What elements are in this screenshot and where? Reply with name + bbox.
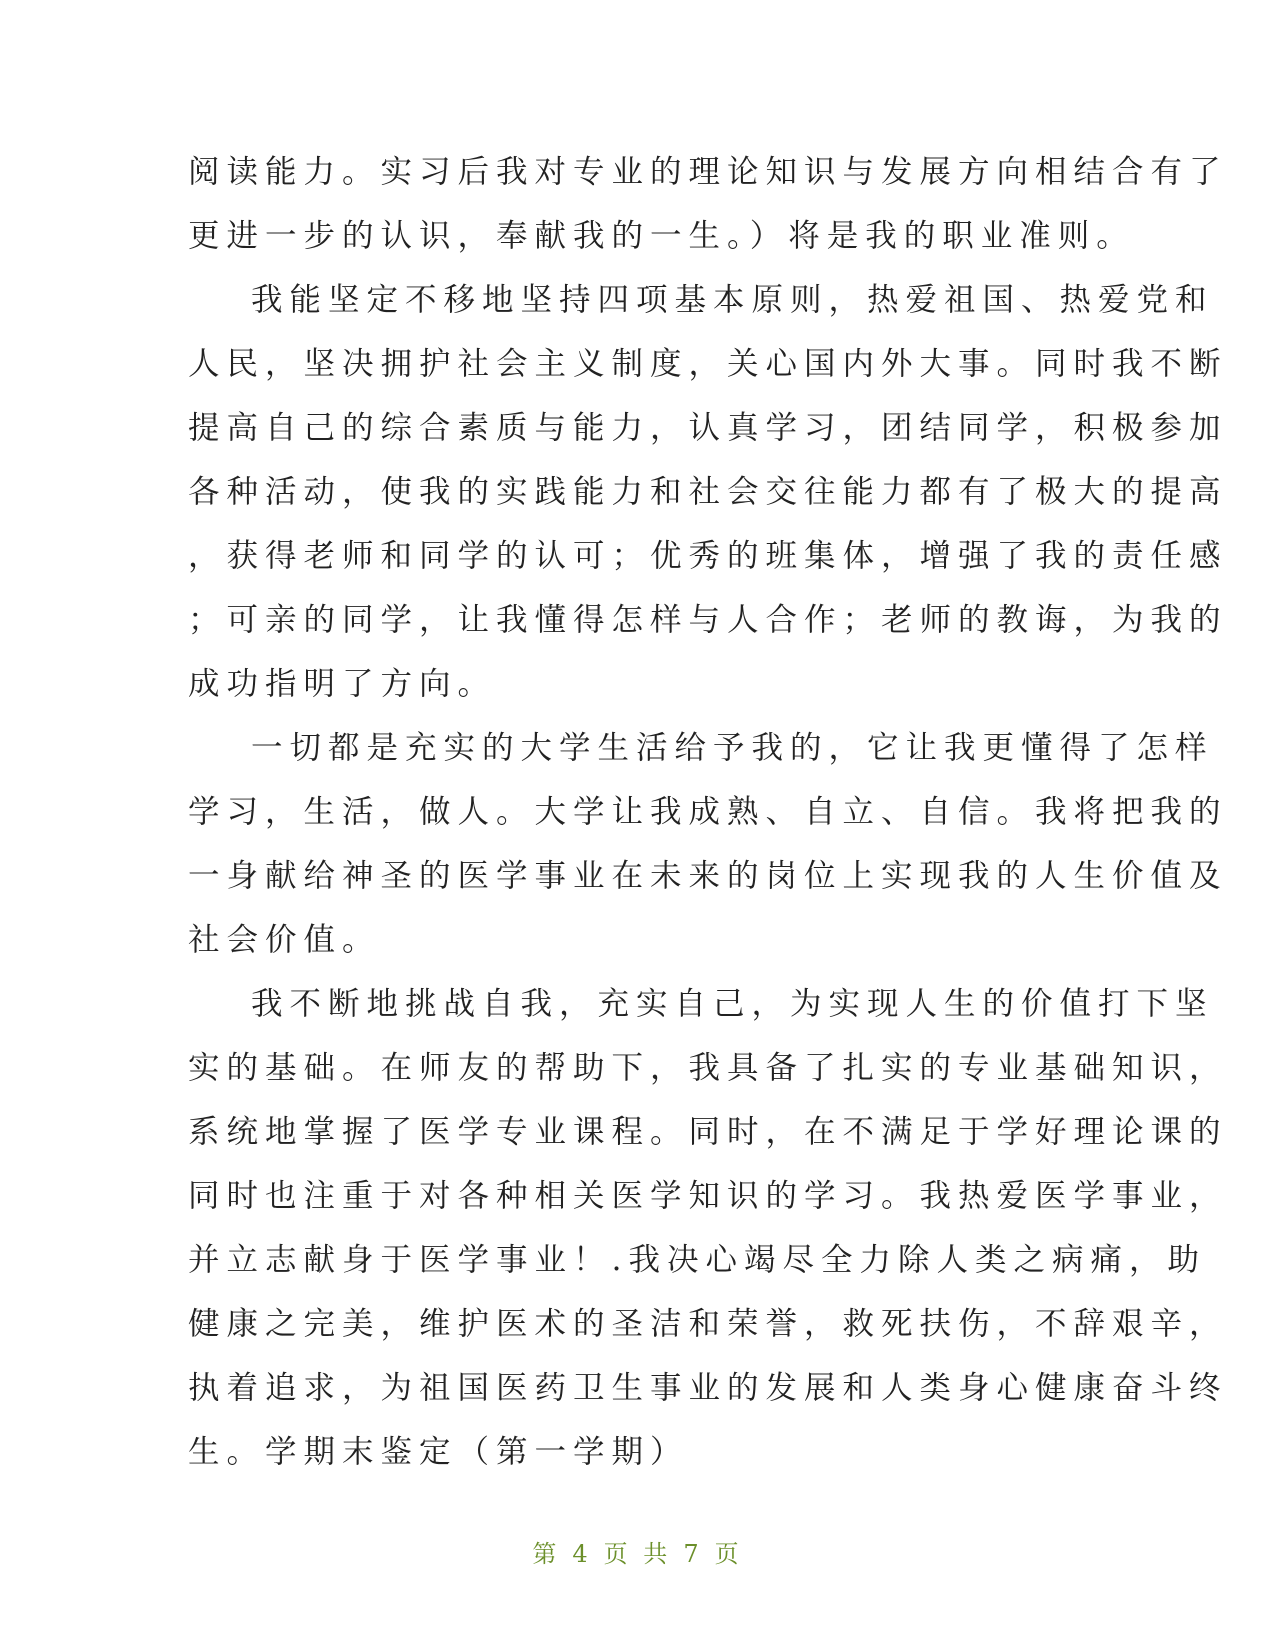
page-label-suffix: 页 (714, 1540, 743, 1568)
paragraph (188, 716, 1228, 972)
text-line: 阅读能力。实习后我对专业的理论知识与发展方向相结合有了 (188, 154, 1228, 190)
page-label-middle: 页 共 (603, 1540, 672, 1568)
text-line: 健康之完美，维护医术的圣洁和荣誉，救死扶伤，不辞艰辛， (188, 1306, 1228, 1342)
text-line: 社会价值。 (188, 922, 381, 958)
page-label-prefix: 第 (532, 1540, 561, 1568)
total-pages-number: 7 (683, 1540, 703, 1568)
text-line: 系统地掌握了医学专业课程。同时，在不满足于学好理论课的 (188, 1114, 1228, 1150)
text-line: 提高自己的综合素质与能力，认真学习，团结同学，积极参加 (188, 410, 1228, 446)
text-line: ，获得老师和同学的认可；优秀的班集体，增强了我的责任感 (188, 538, 1228, 574)
text-line: ；可亲的同学，让我懂得怎样与人合作；老师的教诲，为我的 (188, 602, 1228, 638)
text-line: 执着追求，为祖国医药卫生事业的发展和人类身心健康奋斗终 (188, 1370, 1228, 1406)
text-line: 同时也注重于对各种相关医学知识的学习。我热爱医学事业， (188, 1178, 1228, 1214)
paragraph (188, 972, 1228, 1484)
text-line: 实的基础。在师友的帮助下，我具备了扎实的专业基础知识， (188, 1050, 1228, 1086)
page-footer (0, 1534, 1275, 1569)
current-page-number: 4 (572, 1540, 592, 1568)
text-line: 更进一步的认识，奉献我的一生。）将是我的职业准则。 (188, 218, 1135, 254)
text-line: 各种活动，使我的实践能力和社会交往能力都有了极大的提高 (188, 474, 1228, 510)
text-line: 并立志献身于医学事业！.我决心竭尽全力除人类之病痛，助 (188, 1242, 1207, 1278)
document-body (188, 140, 1228, 1484)
text-line: 一身献给神圣的医学事业在未来的岗位上实现我的人生价值及 (188, 858, 1228, 894)
text-line: 学习，生活，做人。大学让我成熟、自立、自信。我将把我的 (188, 794, 1228, 830)
text-line: 人民，坚决拥护社会主义制度，关心国内外大事。同时我不断 (188, 346, 1228, 382)
paragraph (188, 140, 1228, 268)
text-line: 我能坚定不移地坚持四项基本原则，热爱祖国、热爱党和 (251, 282, 1214, 318)
paragraph (188, 268, 1228, 716)
text-line: 一切都是充实的大学生活给予我的，它让我更懂得了怎样 (251, 730, 1214, 766)
text-line: 我不断地挑战自我，充实自己，为实现人生的价值打下坚 (251, 986, 1214, 1022)
text-line: 成功指明了方向。 (188, 666, 497, 702)
text-line: 生。学期末鉴定（第一学期） (188, 1434, 689, 1470)
